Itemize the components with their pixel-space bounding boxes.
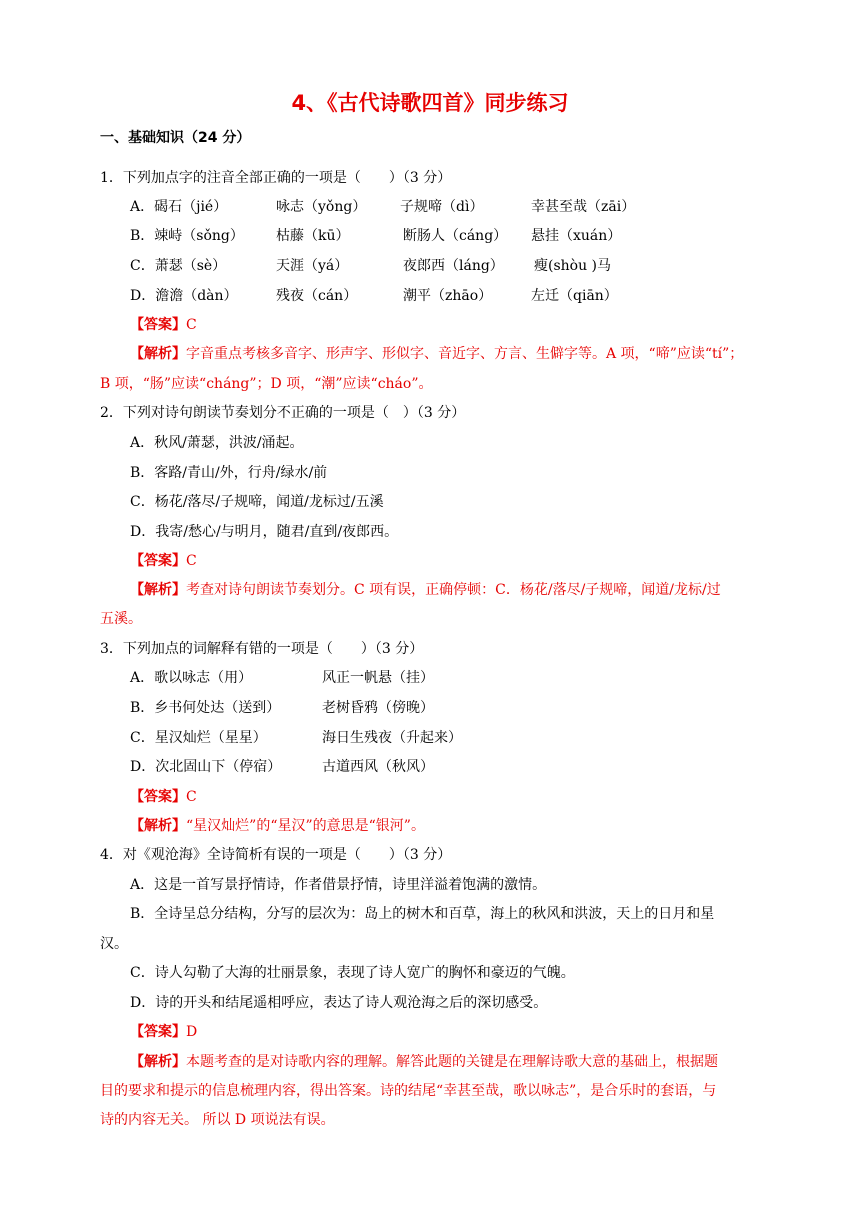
answer-tag: 【答案】 [130,1024,186,1040]
analysis-text: 考查对诗句朗读节奏划分。C 项有误，正确停顿：C．杨花/落尽/子规啼，闻道/龙标/过 [186,582,721,598]
q1-option-d-item-4: 左迁（qiān） [531,288,618,304]
q1-option-c-item-2: 天涯（yá） [276,258,349,274]
analysis-text: 本题考查的是对诗歌内容的理解。解答此题的关键是在理解诗歌大意的基础上，根据题 [186,1054,718,1070]
q3-option-a-item-1: A．歌以咏志（用） [130,670,253,686]
q2-option-c: C．杨花/落尽/子规啼，闻道/龙标过/五溪 [130,494,384,510]
q2-option-d: D．我寄/愁心/与明月，随君/直到/夜郎西。 [130,524,399,540]
q4-option-c: C．诗人勾勒了大海的壮丽景象，表现了诗人宽广的胸怀和豪迈的气魄。 [130,965,575,981]
q1-option-c-item-1: C．萧瑟（sè） [130,258,227,274]
q1-option-b-item-1: B．竦峙（sǒng） [130,228,244,244]
analysis-tag: 【解析】 [130,1054,186,1070]
answer-value: D [186,1024,198,1040]
q3-option-a-item-2: 风正一帆悬（挂） [322,670,434,686]
q1-option-b-item-4: 悬挂（xuán） [531,228,622,244]
q4-option-d: D．诗的开头和结尾遥相呼应，表达了诗人观沧海之后的深切感受。 [130,995,548,1011]
answer-tag: 【答案】 [130,317,186,333]
q2-analysis-line-1 [130,580,721,600]
analysis-text: 字音重点考核多音字、形声字、形似字、音近字、方言、生僻字等。A 项，“啼”应读“tí”； [186,346,744,362]
answer-value: C [186,789,197,805]
q2-answer [130,551,197,571]
answer-tag: 【答案】 [130,789,186,805]
q1-option-a-item-3: 子规啼（dì） [400,199,484,215]
q1-analysis-line-1 [130,344,743,364]
q1-option-d-item-2: 残夜（cán） [276,288,358,304]
q1-answer [130,315,197,335]
page-title: 4、《古代诗歌四首》同步练习 [291,91,569,115]
question-4-stem: 4．对《观沧海》全诗简析有误的一项是（ ）（3 分） [100,847,452,863]
question-2-stem: 2．下列对诗句朗读节奏划分不正确的一项是（ ）（3 分） [100,405,466,421]
answer-value: C [186,553,197,569]
q3-option-b-item-2: 老树昏鸦（傍晚） [322,700,434,716]
q4-option-b-line-1: B．全诗呈总分结构，分写的层次为：岛上的树木和百草，海上的秋风和洪波，天上的日月和星 [130,906,715,922]
q3-analysis-line-1 [130,816,425,836]
q1-option-b-item-2: 枯藤（kū） [276,228,350,244]
analysis-tag: 【解析】 [130,346,186,362]
answer-value: C [186,317,197,333]
analysis-tag: 【解析】 [130,582,186,598]
q1-option-a-item-4: 幸甚至哉（zāi） [531,199,636,215]
analysis-tag: 【解析】 [130,818,186,834]
q2-analysis-line-2: 五溪。 [100,611,142,627]
q3-answer [130,787,197,807]
answer-tag: 【答案】 [130,553,186,569]
q3-option-c-item-1: C．星汉灿烂（星星） [130,730,267,746]
q1-option-d-item-3: 潮平（zhāo） [403,288,493,304]
q3-option-b-item-1: B．乡书何处达（送到） [130,700,281,716]
q1-option-c-item-3: 夜郎西（láng） [403,258,504,274]
q2-option-a: A．秋风/萧瑟，洪波/涌起。 [130,435,304,451]
q1-option-a-item-2: 咏志（yǒng） [276,199,367,215]
question-3-stem: 3．下列加点的词解释有错的一项是（ ）（3 分） [100,641,424,657]
q4-option-a: A．这是一首写景抒情诗，作者借景抒情，诗里洋溢着饱满的激情。 [130,877,547,893]
q2-option-b: B．客路/青山/外，行舟/绿水/前 [130,465,328,481]
section-heading: 一、基础知识（24 分） [100,130,251,146]
q1-analysis-line-2: B 项，“肠”应读“cháng”；D 项，“潮”应读“cháo”。 [100,376,433,392]
q4-option-b-line-2: 汉。 [100,936,128,952]
q3-option-c-item-2: 海日生残夜（升起来） [322,730,462,746]
q4-analysis-line-3: 诗的内容无关。 所以 D 项说法有误。 [100,1112,335,1128]
q4-analysis-line-2: 目的要求和提示的信息梳理内容，得出答案。诗的结尾“幸甚至哉，歌以咏志”，是合乐时的套语，与 [100,1083,717,1099]
q4-answer [130,1022,197,1042]
q1-option-c-item-4: 瘦(shòu )马 [534,258,612,274]
q1-option-b-item-3: 断肠人（cáng） [403,228,508,244]
q1-option-a-item-1: A．碣石（jié） [130,199,228,215]
q3-option-d-item-1: D．次北固山下（停宿） [130,759,282,775]
q3-option-d-item-2: 古道西风（秋风） [322,759,434,775]
q1-option-d-item-1: D．澹澹（dàn） [130,288,238,304]
question-1-stem: 1．下列加点字的注音全部正确的一项是（ ）（3 分） [100,170,452,186]
analysis-text: “星汉灿烂”的“星汉”的意思是“银河”。 [186,818,425,834]
q4-analysis-line-1 [130,1052,718,1072]
